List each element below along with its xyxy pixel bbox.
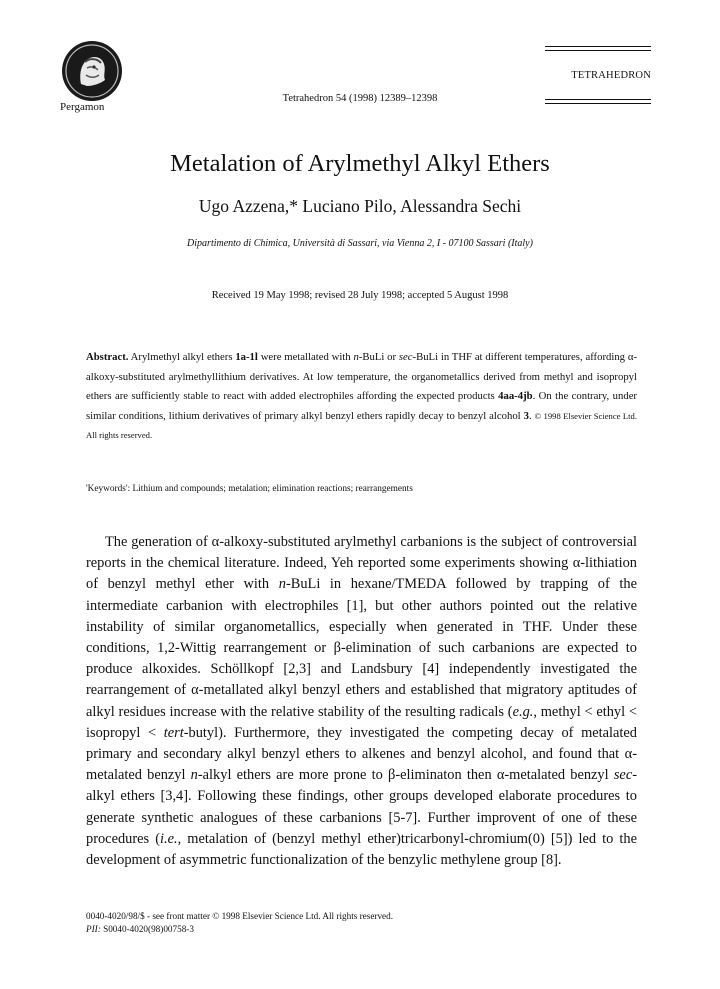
pii-label: PII: bbox=[86, 924, 101, 934]
keywords: 'Keywords': Lithium and compounds; metalation; elimination reactions; rearrangements bbox=[86, 484, 413, 494]
italic-term: sec bbox=[613, 767, 633, 784]
body-text: -butyl). Furthermore, they investigated the competing decay of metalated primary and secondary alkyl benzyl ethers to alkenes and benzyl alcohol, and found that α-metalated benzyl bbox=[86, 724, 638, 784]
publisher-name: Pergamon bbox=[60, 101, 105, 113]
body-text: -alkyl ethers [3,4]. Following these findings, other groups developed elaborate procedures to generate synthetic analogues of these carbanions [5-7]. Further improvent of one of these procedures ( bbox=[86, 767, 637, 847]
footer-pii bbox=[86, 923, 646, 936]
compound-ref: 3 bbox=[523, 409, 529, 422]
footer bbox=[86, 910, 646, 936]
footer-copyright: 0040-4020/98/$ - see front matter © 1998 Elsevier Science Ltd. All rights reserved. bbox=[86, 911, 394, 921]
article-title: Metalation of Arylmethyl Alkyl Ethers bbox=[170, 150, 550, 177]
reagent-prefix: sec bbox=[398, 351, 413, 363]
article-authors: Ugo Azzena,* Luciano Pilo, Alessandra Sechi bbox=[198, 196, 522, 216]
body-paragraph bbox=[86, 532, 637, 871]
abstract-text: Arylmethyl alkyl ethers bbox=[128, 351, 236, 363]
italic-term: e.g. bbox=[512, 703, 534, 720]
abstract bbox=[86, 348, 637, 446]
italic-term: n bbox=[278, 576, 286, 593]
journal-name: TETRAHEDRON bbox=[571, 70, 651, 81]
body-text: , metalation of (benzyl methyl ether)tricarbonyl-chromium(0) [5]) led to the development of asymmetric functionalization of the benzylic methylene group [8]. bbox=[86, 830, 637, 869]
abstract-label: Abstract. bbox=[86, 351, 129, 363]
compound-ref: 4aa-4jb bbox=[498, 390, 533, 403]
italic-term: n bbox=[190, 767, 198, 784]
journal-citation: Tetrahedron 54 (1998) 12389–12398 bbox=[282, 93, 438, 104]
body-text: -BuLi in hexane/TMEDA followed by trapping of the intermediate carbanion with electrophiles [1], but other authors pointed out the relative instability of similar organometallics, especially when generated in THF. Under these conditions, 1,2-Wittig rearrangement or β-elimination of such carbanions are expected to produce alkoxides. Schöllkopf [2,3] and Landsbury [4] independently investigated the rearrangement of α-metallated alkyl benzyl ethers and established that migratory aptitudes of alkyl residues increase with the relative stability of the resulting radicals ( bbox=[86, 576, 637, 720]
italic-term: i.e. bbox=[160, 830, 178, 847]
author-affiliation: Dipartimento di Chimica, Università di Sassari, via Vienna 2, I - 07100 Sassari (Italy) bbox=[187, 238, 533, 249]
pii-value: S0040-4020(98)00758-3 bbox=[100, 924, 194, 934]
journal-banner bbox=[545, 46, 651, 104]
abstract-text: -BuLi in THF at different temperatures, affording α-alkoxy-substituted arylmethyllithium derivatives. At low temperature, the organometallics derived from methyl and isopropyl ethers are sufficiently stable to react with added electrophiles affording the expected products bbox=[86, 351, 637, 403]
body-text: -alkyl ethers are more prone to β-eliminaton then α-metalated benzyl bbox=[197, 767, 614, 784]
abstract-copyright: © 1998 Elsevier Science Ltd. All rights reserved. bbox=[86, 410, 638, 441]
bottom-rule-2 bbox=[545, 103, 651, 104]
abstract-text: were metallated with bbox=[257, 351, 354, 363]
body-text: , methyl < ethyl < isopropyl < bbox=[86, 703, 637, 741]
abstract-text: . bbox=[528, 409, 535, 422]
abstract-text: -BuLi or bbox=[358, 351, 399, 363]
abstract-text: . On the contrary, under similar conditions, lithium derivatives of primary alkyl benzyl ethers rapidly decay to benzyl alcohol bbox=[86, 390, 637, 422]
body-text: The generation of α-alkoxy-substituted arylmethyl carbanions is the subject of controversial reports in the chemical literature. Indeed, Yeh reported some experiments showing α-lithiation of benzyl methyl ether with bbox=[86, 534, 637, 593]
compound-ref: 1a-1l bbox=[235, 351, 258, 363]
reagent-prefix: n bbox=[353, 351, 359, 363]
received-dates: Received 19 May 1998; revised 28 July 1998; accepted 5 August 1998 bbox=[211, 290, 509, 301]
italic-term: tert bbox=[163, 724, 184, 741]
top-rule-2 bbox=[545, 50, 651, 51]
